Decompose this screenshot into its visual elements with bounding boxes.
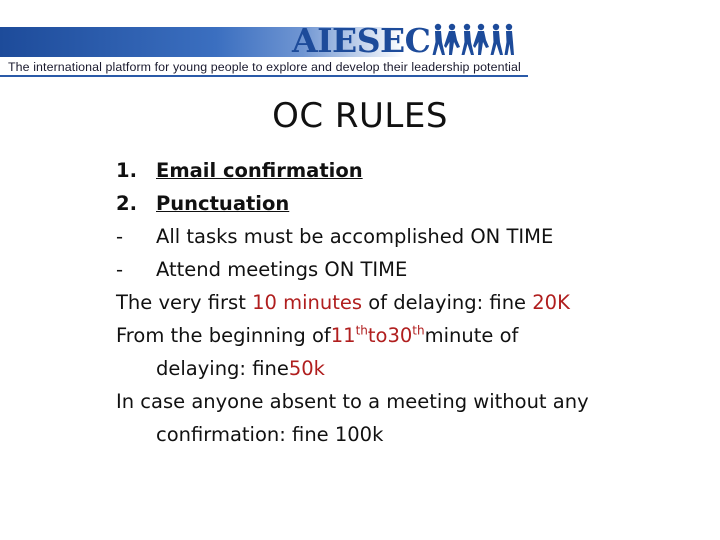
list-item-text: All tasks must be accomplished ON TIME xyxy=(156,225,554,248)
end-minute: 30th xyxy=(387,323,425,347)
list-item-text: Email confirmation xyxy=(156,159,363,182)
fine-rule-absence: In case anyone absent to a meeting without any confirmation: fine 100k xyxy=(116,390,589,446)
list-marker: 2. xyxy=(116,192,137,215)
tagline-rule xyxy=(0,75,528,77)
fine-amount: 20K xyxy=(532,291,570,314)
list-item xyxy=(116,187,706,220)
list-marker: - xyxy=(116,225,124,248)
list-item-text: Punctuation xyxy=(156,192,290,215)
slide-title: OC RULES xyxy=(272,96,448,136)
start-minute: 11th xyxy=(330,323,368,347)
list-marker: - xyxy=(116,258,124,281)
highlight-minutes: 10 minutes xyxy=(252,291,363,314)
tagline: The international platform for young people to explore and develop their leadership potential xyxy=(8,60,521,74)
fine-amount: 50k xyxy=(288,357,325,380)
list-item xyxy=(116,154,706,187)
list-item-text: Attend meetings ON TIME xyxy=(156,258,408,281)
aiesec-logo xyxy=(292,20,514,60)
slide-content xyxy=(116,154,706,451)
rule-text: The very first 10 minutes of delaying: fine 20K xyxy=(116,291,570,314)
logo-text: AIESEC xyxy=(292,20,431,60)
list-item xyxy=(116,253,706,286)
list-marker: 1. xyxy=(116,159,137,182)
list-item xyxy=(116,220,706,253)
fine-rule-first-minutes xyxy=(116,286,706,319)
fine-rule-later-minutes: From the beginning of 11th to 30th minute of delaying: fine 50k xyxy=(116,319,706,385)
header-banner xyxy=(0,0,720,78)
people-figures-icon xyxy=(432,22,514,58)
